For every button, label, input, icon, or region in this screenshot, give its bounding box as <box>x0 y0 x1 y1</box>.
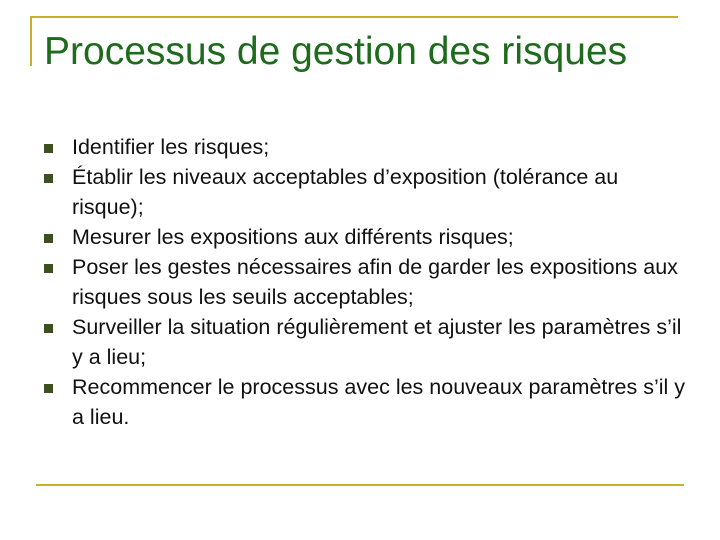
bullet-text: Recommencer le processus avec les nouveaux paramètres s’il y a lieu. <box>72 375 686 429</box>
square-bullet-icon <box>44 174 53 183</box>
bullet-text: Surveiller la situation régulièrement et ajuster les paramètres s’il y a lieu; <box>72 315 682 369</box>
title-frame-top-line <box>30 16 678 18</box>
bullet-item <box>38 312 688 372</box>
bullet-text: Poser les gestes nécessaires afin de garder les expositions aux risques sous les seuils acceptables; <box>72 255 678 309</box>
bullet-text: Identifier les risques; <box>72 135 270 159</box>
square-bullet-icon <box>44 264 53 273</box>
bullet-item <box>38 132 688 162</box>
bullet-item <box>38 162 688 222</box>
footer-divider-line <box>36 484 684 486</box>
title-frame-left-line <box>30 16 32 66</box>
bullet-list <box>38 132 688 432</box>
slide-title: Processus de gestion des risques <box>44 30 628 73</box>
bullet-item <box>38 372 688 432</box>
bullet-text: Établir les niveaux acceptables d’exposition (tolérance au risque); <box>72 165 619 219</box>
bullet-item <box>38 252 688 312</box>
bullet-item <box>38 222 688 252</box>
square-bullet-icon <box>44 144 53 153</box>
square-bullet-icon <box>44 324 53 333</box>
square-bullet-icon <box>44 384 53 393</box>
square-bullet-icon <box>44 234 53 243</box>
bullet-text: Mesurer les expositions aux différents risques; <box>72 225 514 249</box>
